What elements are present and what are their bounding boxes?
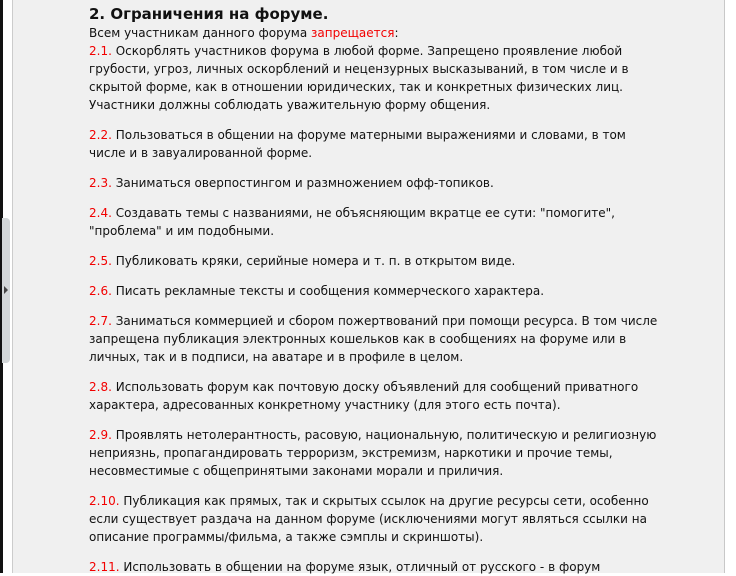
- rule-line: [89, 312, 657, 330]
- rule-item: [89, 426, 657, 480]
- rule-line: [89, 510, 657, 528]
- rule-line: [89, 426, 657, 444]
- rule-line: [89, 330, 657, 348]
- rule-line: [89, 144, 657, 162]
- rule-line: [89, 528, 657, 546]
- rule-item: [89, 204, 657, 240]
- rule-text: Заниматься коммерцией и сбором пожертвований при помощи ресурса. В том числе: [111, 314, 658, 328]
- rule-number: 2.11.: [89, 560, 120, 574]
- rule-text: Создавать темы с названиями, не объясняющим вкратце ее сути: "помогите",: [111, 206, 615, 220]
- rule-line: [89, 462, 657, 480]
- intro-text: [89, 24, 657, 42]
- section-title: 2. Ограничения на форуме.: [89, 5, 329, 23]
- rule-number: 2.2.: [89, 128, 112, 142]
- post-panel: [12, 0, 725, 573]
- rule-line: [89, 78, 657, 96]
- rule-number: 2.6.: [89, 284, 112, 298]
- rule-text: Участники должны соблюдать уважительную форму общения.: [89, 98, 491, 112]
- rule-text: Публикация как прямых, так и скрытых ссылок на другие ресурсы сети, особенно: [119, 494, 649, 508]
- intro-label: Всем участникам данного форума: [89, 26, 312, 40]
- rule-item: [89, 378, 657, 414]
- rule-text: грубости, угроз, личных оскорблений и нецензурных высказываний, в том числе и в: [89, 62, 629, 76]
- rule-line: [89, 378, 657, 396]
- intro-suffix: :: [394, 26, 399, 40]
- rule-text: несовместимые с общепринятыми законами морали и приличия.: [89, 464, 504, 478]
- rule-number: 2.7.: [89, 314, 112, 328]
- intro-highlight: запрещается: [311, 26, 395, 40]
- rule-line: [89, 60, 657, 78]
- rule-text: Публиковать кряки, серийные номера и т. п. в открытом виде.: [111, 254, 516, 268]
- rule-line: [89, 204, 657, 222]
- rule-line: [89, 558, 657, 576]
- rule-item: [89, 42, 657, 114]
- rule-line: [89, 252, 657, 270]
- rule-text: числе и в завуалированной форме.: [89, 146, 313, 160]
- rule-line: [89, 492, 657, 510]
- rule-number: 2.3.: [89, 176, 112, 190]
- rule-text: запрещена публикация электронных кошельков как в сообщениях на форуме или в: [89, 332, 627, 346]
- rule-number: 2.1.: [89, 44, 112, 58]
- rule-line: [89, 96, 657, 114]
- rule-line: [89, 126, 657, 144]
- rule-number: 2.5.: [89, 254, 112, 268]
- rule-number: 2.8.: [89, 380, 112, 394]
- rule-text: скрытой форме, как в отношении юридических, так и конкретных физических лиц.: [89, 80, 623, 94]
- rule-text: описание программы/фильма, а также сэмплы и скриншоты).: [89, 530, 484, 544]
- rule-item: [89, 174, 657, 192]
- rule-line: [89, 444, 657, 462]
- rule-item: [89, 492, 657, 546]
- rule-line: [89, 282, 657, 300]
- rule-number: 2.10.: [89, 494, 120, 508]
- rule-line: [89, 222, 657, 240]
- rule-line: [89, 174, 657, 192]
- rules-list: [89, 42, 657, 576]
- rule-line: [89, 396, 657, 414]
- rule-text: Проявлять нетолерантность, расовую, национальную, политическую и религиозную: [111, 428, 657, 442]
- rule-line: [89, 42, 657, 60]
- rule-item: [89, 282, 657, 300]
- rule-text: Использовать в общении на форуме язык, отличный от русского - в форум: [119, 560, 601, 574]
- rule-text: личных, так и в подписи, на аватаре и в профиле в целом.: [89, 350, 464, 364]
- rule-text: характера, адресованных конкретному участнику (для этого есть почта).: [89, 398, 561, 412]
- rule-text: неприязнь, пропагандировать терроризм, экстремизм, наркотики и прочие темы,: [89, 446, 613, 460]
- rule-item: [89, 558, 657, 576]
- arrow-right-icon: [4, 286, 8, 294]
- rule-item: [89, 252, 657, 270]
- rule-number: 2.9.: [89, 428, 112, 442]
- rules-content: [89, 4, 657, 576]
- sidebar-toggle-handle[interactable]: [2, 218, 10, 363]
- rule-text: Оскорблять участников форума в любой форме. Запрещено проявление любой: [111, 44, 623, 58]
- rule-line: [89, 348, 657, 366]
- rule-item: [89, 312, 657, 366]
- rule-item: [89, 126, 657, 162]
- rule-text: Пользоваться в общении на форуме матерными выражениями и словами, в том: [111, 128, 626, 142]
- rule-text: если существует раздача на данном форуме (исключениями могут являться ссылки на: [89, 512, 647, 526]
- rule-text: Заниматься оверпостингом и размножением офф-топиков.: [111, 176, 494, 190]
- rule-text: Писать рекламные тексты и сообщения коммерческого характера.: [111, 284, 545, 298]
- rule-text: Использовать форум как почтовую доску объявлений для сообщений приватного: [111, 380, 639, 394]
- rule-number: 2.4.: [89, 206, 112, 220]
- rule-text: "проблема" и им подобными.: [89, 224, 275, 238]
